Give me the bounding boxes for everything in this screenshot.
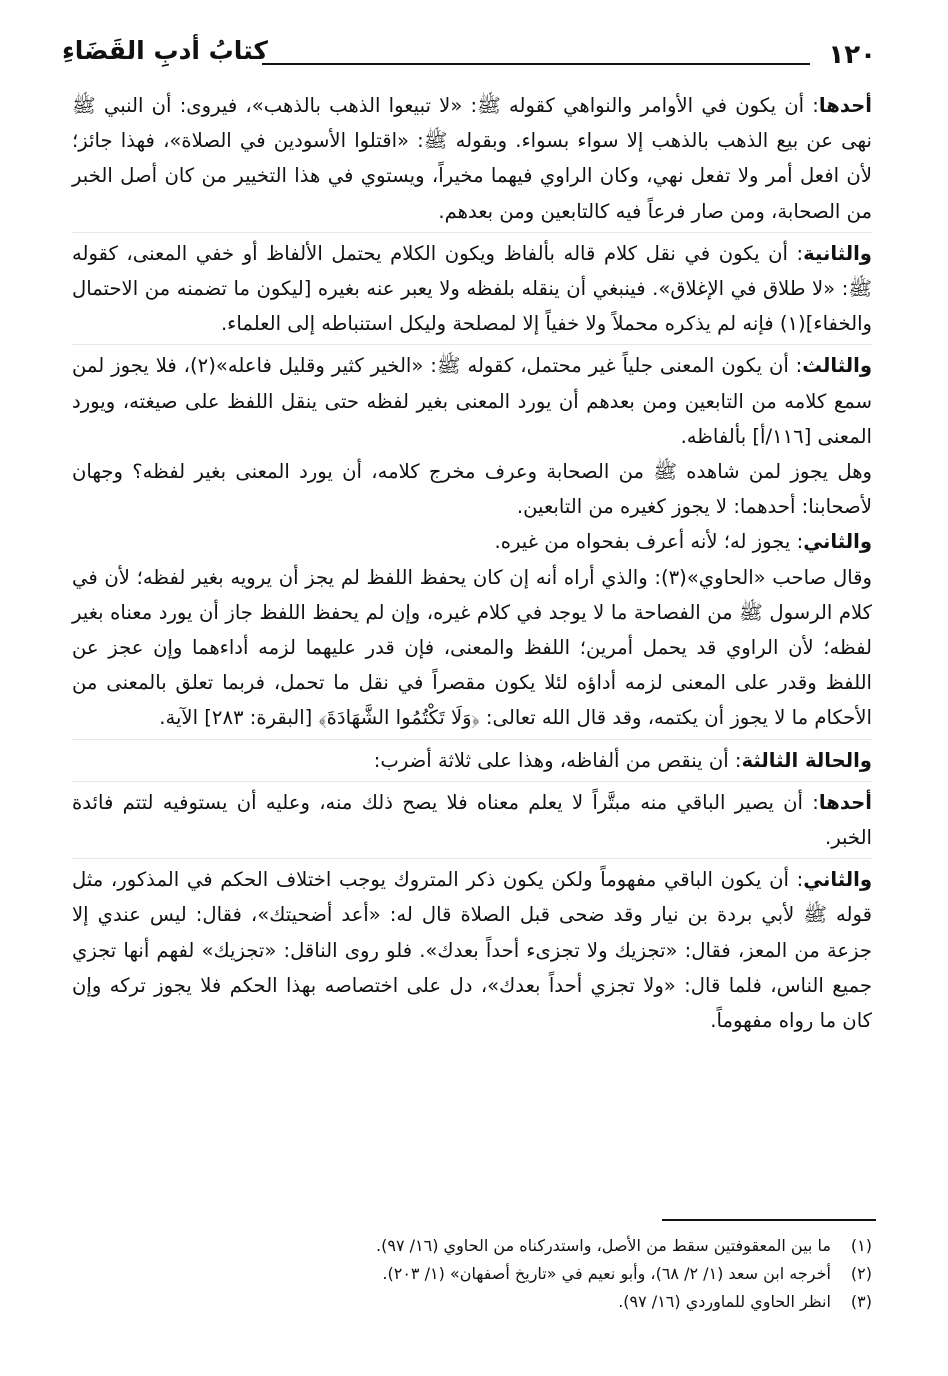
paragraph-text: : أن يصير الباقي منه مبتَّراً لا يعلم معناه فلا يصح ذلك منه، وعليه أن يستوفيه لتتم فائدة الخبر. — [72, 790, 872, 850]
footnote-number: (٣) — [850, 1292, 872, 1311]
header-rule — [262, 63, 810, 65]
paragraph-text: : أن يكون المعنى جلياً غير محتمل، كقوله ﷺ: «الخير كثير وقليل فاعله»(٢)، فلا يجوز لمن سمع كلامه من التابعين ومن بعدهم أن يورد المعنى بغير لفظه حتى ينقل اللفظ على صيغته، ويورد المعنى [١١٦/أ] بألفاظه. — [72, 354, 872, 448]
paragraph-first-type — [72, 785, 872, 859]
paragraph-first-case — [72, 88, 872, 233]
paragraph-text: : أن يكون الباقي مفهوماً ولكن يكون ذكر المتروك يوجب اختلاف الحكم في المذكور، مثل قوله ﷺ لأبي بردة بن نيار وقد ضحى قبل الصلاة قال له: «أعد أضحيتك»، فقال: ليس عندي إلا جزعة من المعز، فقال: «تجزيك ولا تجزىء أحداً بعدك». فلو روى الناقل: «تجزيك» لفهم أنها تجزي جميع الناس، فلما قال: «ولا تجزي أحداً بعدك»، دل على اختصاصه بهذا الحكم فلا يجوز تركه وإن كان ما رواه مفهوماً. — [72, 868, 872, 1033]
footnote — [120, 1288, 872, 1316]
footnote-number: (٢) — [850, 1264, 872, 1283]
paragraph-lead: والثانية — [803, 241, 872, 265]
footnote-text: ما بين المعقوفتين سقط من الأصل، واستدركناه من الحاوي (١٦/ ٩٧). — [376, 1236, 831, 1255]
paragraph-third-state — [72, 743, 872, 782]
paragraph-second-view — [72, 524, 872, 559]
paragraph-text: : أن يكون في الأوامر والنواهي كقوله ﷺ: «لا تبيعوا الذهب بالذهب»، فيروى: أن النبي ﷺ نهى عن بيع الذهب بالذهب إلا سواء بسواء. وبقوله ﷺ: «اقتلوا الأسودين في الصلاة»، فهذا جائز؛ لأن افعل أمر ولا تفعل نهي، وكان الراوي فيهما مخيراً، ويستوي في هذا التخيير من كان أصل الخبر من الصحابة، ومن صار فرعاً فيه كالتابعين ومن بعدهم. — [72, 94, 872, 223]
paragraph-lead: والثالث — [802, 354, 873, 378]
paragraph-text: وقال صاحب «الحاوي»(٣): والذي أراه أنه إن كان يحفظ اللفظ لم يجز أن يرويه بغير لفظه؛ لأن في كلام الرسول ﷺ من الفصاحة ما لا يوجد في كلام غيره، وإن لم يحفظ اللفظ جاز أن يورد معناه بغير لفظه؛ لأن الراوي قد يحمل أمرين؛ اللفظ والمعنى، فإن قدر عليهما لزمه أداءهما وإن عجز عن اللفظ وقدر على المعنى لزمه أداؤه لئلا يكون مقصراً في نقل ما تحمل، فربما تعلق بالمعنى من الأحكام ما لا يجوز أن يكتمه، وقد قال الله تعالى: ﴿وَلَا تَكْتُمُوا الشَّهَادَةَ﴾ [البقرة: ٢٨٣] الآية. — [72, 565, 872, 730]
footnote-rule — [662, 1219, 876, 1221]
paragraph-lead: والحالة الثالثة — [741, 748, 872, 772]
paragraph-lead: والثاني — [803, 530, 872, 554]
page-number: ١٢٠ — [828, 40, 876, 70]
paragraph-question — [72, 454, 872, 524]
paragraph-hawi-opinion — [72, 560, 872, 740]
paragraph-text: : أن ينقص من ألفاظه، وهذا على ثلاثة أضرب: — [373, 748, 742, 772]
paragraph-text: : أن يكون في نقل كلام قاله بألفاظ ويكون الكلام يحتمل الألفاظ أو خفي المعنى، كقوله ﷺ: «لا طلاق في الإغلاق». فينبغي أن ينقله بلفظه ولا يعبر عنه بغيره [ليكون ما تضمنه من الاحتمال والخفاء](١) فإنه لم يذكره محملاً ولا خفياً إلا لمصلحة وليكل استنباطه إلى العلماء. — [72, 241, 872, 336]
footnote-text: انظر الحاوي للماوردي (١٦/ ٩٧). — [618, 1292, 831, 1311]
book-title: كتابُ أدبِ القَضَاءِ — [62, 36, 268, 65]
paragraph-text: : يجوز له؛ لأنه أعرف بفحواه من غيره. — [494, 530, 804, 554]
footnote-text: أخرجه ابن سعد (١/ ٢/ ٦٨)، وأبو نعيم في «تاريخ أصفهان» (١/ ٢٠٣). — [382, 1264, 831, 1283]
paragraph-lead: أحدها — [818, 790, 872, 814]
paragraph-third-case — [72, 348, 872, 454]
footnote-number: (١) — [850, 1236, 872, 1255]
footnote — [120, 1260, 872, 1288]
paragraph-lead: والثاني — [803, 868, 872, 892]
paragraph-text: وهل يجوز لمن شاهده ﷺ من الصحابة وعرف مخرج كلامه، أن يورد المعنى بغير لفظه؟ وجهان لأصحابنا: أحدهما: لا يجوز كغيره من التابعين. — [72, 460, 872, 519]
running-header — [58, 36, 876, 86]
paragraph-second-case — [72, 236, 872, 346]
footnotes — [120, 1232, 872, 1316]
main-text — [72, 88, 872, 1038]
paragraph-second-type — [72, 862, 872, 1038]
paragraph-lead: أحدها — [818, 94, 872, 117]
footnote — [120, 1232, 872, 1260]
